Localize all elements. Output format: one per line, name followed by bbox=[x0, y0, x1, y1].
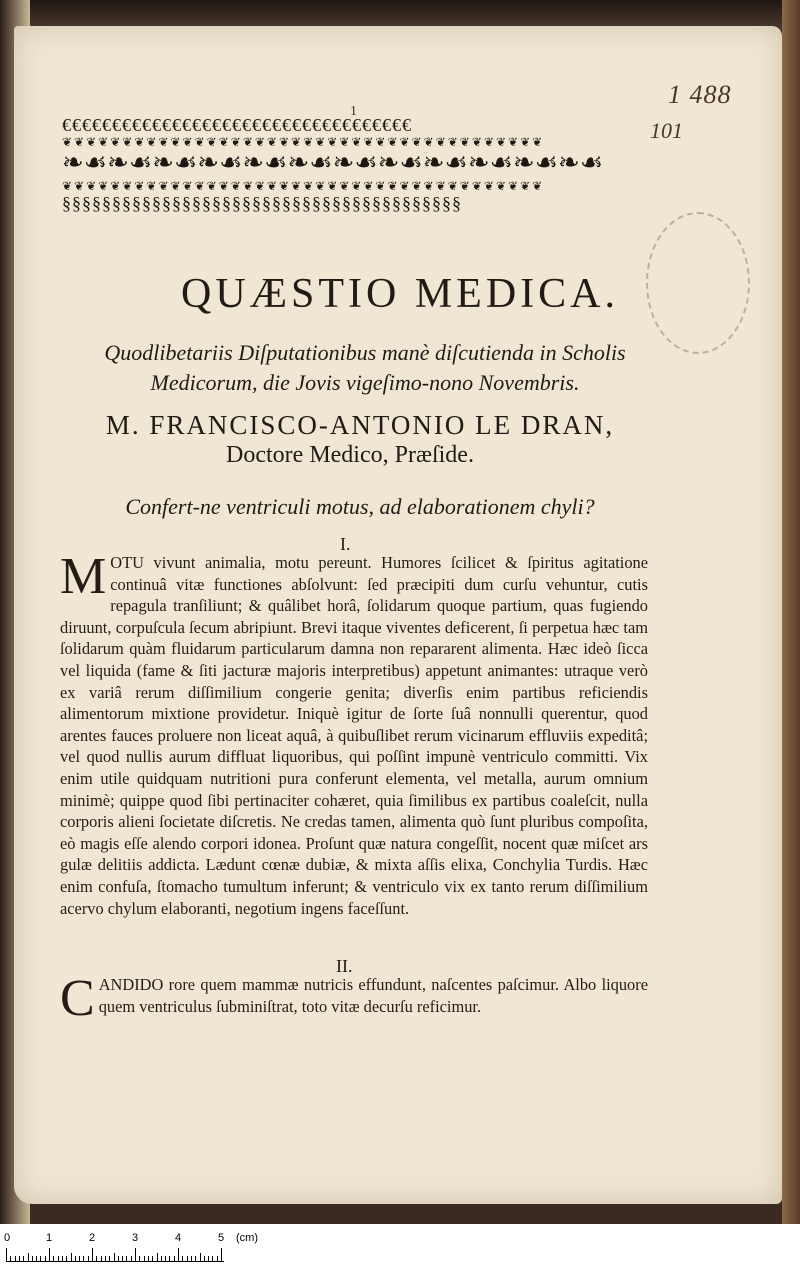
ruler-tick bbox=[71, 1253, 72, 1262]
ruler-tick bbox=[32, 1256, 33, 1262]
scale-label: 3 bbox=[132, 1232, 139, 1244]
ruler-tick bbox=[66, 1256, 67, 1262]
ruler-tick bbox=[19, 1256, 20, 1262]
scale-label: 0 bbox=[4, 1232, 11, 1244]
ruler-tick bbox=[105, 1256, 106, 1262]
ruler-tick bbox=[114, 1253, 115, 1262]
folio-number: 101 bbox=[650, 118, 683, 143]
headpiece-row: ❦❦❦❦❦❦❦❦❦❦❦❦❦❦❦❦❦❦❦❦❦❦❦❦❦❦❦❦❦❦❦❦❦❦❦❦❦❦❦❦ bbox=[62, 136, 545, 149]
scale-label: 4 bbox=[175, 1232, 182, 1244]
ruler-tick bbox=[174, 1256, 175, 1262]
headpiece-row: €€€€€€€€€€€€€€€€€€€€€€€€€€€€€€€€€€€ bbox=[62, 116, 412, 135]
ruler-tick bbox=[148, 1256, 149, 1262]
ruler-tick bbox=[131, 1256, 132, 1262]
ruler-tick bbox=[15, 1256, 16, 1262]
section-numeral: II. bbox=[336, 956, 353, 976]
ruler-tick bbox=[6, 1248, 7, 1262]
ruler-tick bbox=[195, 1256, 196, 1262]
ruler-tick bbox=[109, 1256, 110, 1262]
ruler-tick bbox=[75, 1256, 76, 1262]
ruler-tick bbox=[23, 1256, 24, 1262]
ruler-tick bbox=[152, 1256, 153, 1262]
ruler-tick bbox=[165, 1256, 166, 1262]
drop-cap: M bbox=[60, 548, 107, 605]
ruler-tick bbox=[58, 1256, 59, 1262]
section-text: ANDIDO rore quem mammæ nutricis effundunt, naſcentes paſcimur. Albo liquore quem ventriculus ſubminiſtrat, toto vitæ decurſu reficimur. bbox=[98, 975, 648, 1016]
section-numeral: I. bbox=[340, 534, 351, 554]
thesis-question: Confert-ne ventriculi motus, ad elaborationem chyli? bbox=[125, 494, 595, 519]
ruler-tick bbox=[10, 1256, 11, 1262]
ruler-tick bbox=[40, 1256, 41, 1262]
page-title: QUÆSTIO MEDICA. bbox=[181, 271, 619, 317]
ruler-tick bbox=[101, 1256, 102, 1262]
section-body bbox=[60, 970, 648, 1027]
headpiece-row: ❦❦❦❦❦❦❦❦❦❦❦❦❦❦❦❦❦❦❦❦❦❦❦❦❦❦❦❦❦❦❦❦❦❦❦❦❦❦❦❦ bbox=[62, 180, 545, 193]
drop-cap: C bbox=[60, 970, 95, 1027]
section-text: OTU vivunt animalia, motu pereunt. Humores ſcilicet & ſpiritus agitatione continuâ vitæ functiones abſolvunt: ſed præcipiti dum curſu vehuntur, cutis repagula tranſiliunt; & quâlibet horâ, ſolidarum quoque partium, quas fugiendo diruunt, corpuſcula ſecum abripiunt. Brevi itaque viventes deficerent, ſi perpetua hæc tam ſolidarum quàm fluidarum particularum damna non repararent alimenta. Hæc ideò ſicca vel liquida (fame & ſiti jacturæ majoris interpretibus) appetunt animantes: utraque verò ex variâ rerum diſſimilium congerie genita; diverſis enim partibus reficiendis alimentorum mixtione providetur. Iniquè igitur de ſorte ſuâ nonnulli querentur, quod arentes fauces proluere non liceat aquâ, à quibuſlibet rerum vicinarum effluviis expeditâ; vel quod nullis aurum diffluat liquoribus, qui poſſint impunè ventriculo committi. Vix enim utile quidquam nutritioni pura conferunt elementa, vel metalla, aurum omnium minimè; quippe quod ſibi pertinaciter cohæret, quia ſimilibus ex partibus coaleſcit, nulla corporis alieni ſocietate diſcretis. Ne credas tamen, alimenta quò ſunt pluribus compoſita, eò magis eſſe alendo corpori idonea. Proſunt quæ natura congeſſit, nocent quæ miſcet ars gulæ delitiis addicta. Lædunt cœnæ dubiæ, & mixta aſſis elixa, Conchylia Turdis. Hæc enim confuſa, ſtomacho tumultum inferunt; & ventriculo vix ex tanto rerum diſſimilium acervo chylum elaboranti, negotium ingens faceſſunt. bbox=[60, 553, 648, 918]
ruler-tick bbox=[217, 1256, 218, 1262]
ruler-tick bbox=[200, 1253, 201, 1262]
ruler-tick bbox=[191, 1256, 192, 1262]
ruler-tick bbox=[126, 1256, 127, 1262]
ruler-tick bbox=[212, 1256, 213, 1262]
author-line: M. FRANCISCO-ANTONIO LE DRAN, bbox=[105, 410, 615, 440]
author-role: Doctore Medico, Præſide. bbox=[226, 442, 474, 468]
ruler-tick bbox=[169, 1256, 170, 1262]
scale-unit: (cm) bbox=[236, 1232, 258, 1244]
ruler bbox=[6, 1248, 224, 1262]
headpiece-row: §§§§§§§§§§§§§§§§§§§§§§§§§§§§§§§§§§§§§§§§ bbox=[62, 194, 462, 213]
book-fore-edge bbox=[782, 0, 800, 1224]
ruler-tick bbox=[157, 1253, 158, 1262]
ruler-tick bbox=[62, 1256, 63, 1262]
ruler-tick bbox=[45, 1256, 46, 1262]
ruler-tick bbox=[135, 1248, 136, 1262]
ruler-tick bbox=[221, 1248, 222, 1262]
headpiece-row: ❧☙❧☙❧☙❧☙❧☙❧☙❧☙❧☙❧☙❧☙❧☙❧☙ bbox=[62, 150, 604, 177]
ornamental-headpiece bbox=[62, 116, 648, 248]
ruler-tick bbox=[92, 1248, 93, 1262]
scale-label: 1 bbox=[46, 1232, 53, 1244]
ruler-tick bbox=[83, 1256, 84, 1262]
subtitle: Quodlibetariis Diſputationibus manè diſcutienda in Scholis Medicorum, die Jovis vigeſimo-nono Novembris. bbox=[104, 340, 626, 395]
ruler-tick bbox=[122, 1256, 123, 1262]
ruler-tick bbox=[79, 1256, 80, 1262]
ruler-tick bbox=[208, 1256, 209, 1262]
scale-bar bbox=[0, 1226, 800, 1268]
ruler-tick bbox=[178, 1248, 179, 1262]
ruler-tick bbox=[28, 1253, 29, 1262]
ruler-tick bbox=[187, 1256, 188, 1262]
scale-label: 5 bbox=[218, 1232, 225, 1244]
scale-label: 2 bbox=[89, 1232, 96, 1244]
page-number: 1 bbox=[350, 104, 357, 119]
ruler-tick bbox=[96, 1256, 97, 1262]
section-body bbox=[60, 548, 648, 919]
ruler-tick bbox=[204, 1256, 205, 1262]
ruler-tick bbox=[49, 1248, 50, 1262]
ruler-tick bbox=[182, 1256, 183, 1262]
ruler-tick bbox=[118, 1256, 119, 1262]
ruler-tick bbox=[144, 1256, 145, 1262]
ruler-tick bbox=[139, 1256, 140, 1262]
ruler-tick bbox=[36, 1256, 37, 1262]
ruler-tick bbox=[88, 1256, 89, 1262]
shelfmark: 1 488 bbox=[668, 80, 732, 109]
ruler-tick bbox=[53, 1256, 54, 1262]
ruler-tick bbox=[161, 1256, 162, 1262]
